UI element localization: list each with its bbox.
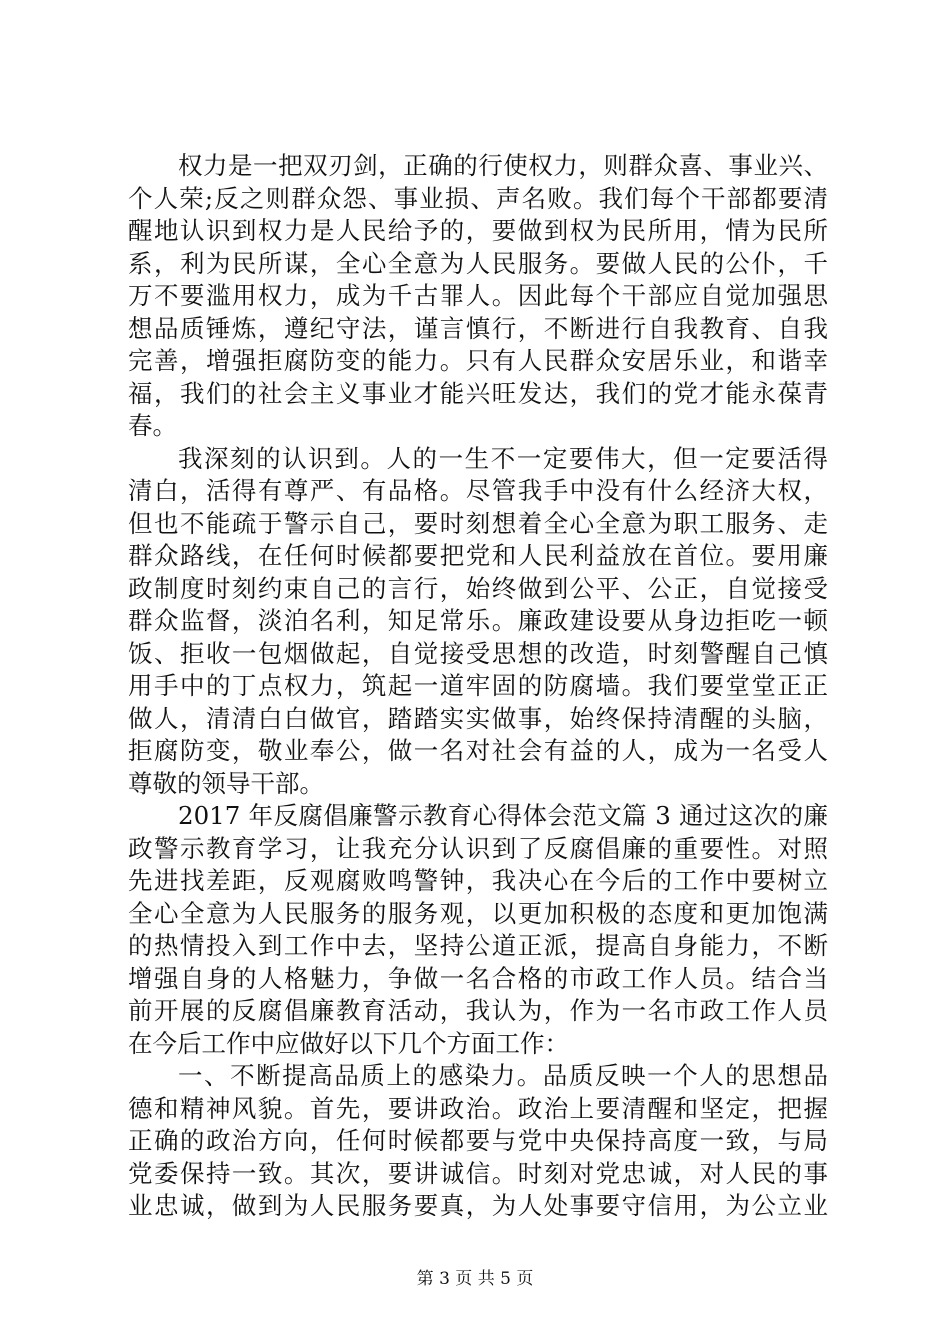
text-line: 醒地认识到权力是人民给予的，要做到权为民所用，情为民所 [128, 216, 828, 245]
paragraph-power [128, 150, 828, 443]
paragraph-realization [128, 443, 828, 801]
document-body [128, 150, 828, 1223]
text-line: 的热情投入到工作中去，坚持公道正派，提高自身能力，不断 [128, 931, 828, 960]
text-line: 增强自身的人格魅力，争做一名合格的市政工作人员。结合当 [128, 963, 828, 993]
text-line: 先进找差距，反观腐败鸣警钟，我决心在今后的工作中要树立 [128, 866, 828, 895]
text-line: 个人荣;反之则群众怨、事业损、声名败。我们每个干部都要清 [128, 183, 828, 213]
text-line: 万不要滥用权力，成为千古罪人。因此每个干部应自觉加强思 [128, 281, 828, 310]
text-line: 政制度时刻约束自己的言行，始终做到公平、公正，自觉接受 [128, 573, 828, 603]
text-line: 尊敬的领导干部。 [128, 768, 324, 798]
text-line: 想品质锤炼，遵纪守法，谨言慎行，不断进行自我教育、自我 [128, 313, 828, 343]
text-line: 做人，清清白白做官，踏踏实实做事，始终保持清醒的头脑， [128, 703, 828, 733]
text-line: 饭、拒收一包烟做起，自觉接受思想的改造，时刻警醒自己慎 [128, 638, 828, 668]
text-line: 福，我们的社会主义事业才能兴旺发达，我们的党才能永葆青 [128, 378, 828, 408]
text-line: 清白，活得有尊严、有品格。尽管我手中没有什么经济大权， [128, 476, 828, 505]
paragraph-point-one [128, 1060, 828, 1223]
page-number-footer: 第 3 页 共 5 页 [416, 1269, 534, 1289]
text-line: 德和精神风貌。首先，要讲政治。政治上要清醒和坚定，把握 [128, 1093, 828, 1123]
text-line: 2017 年反腐倡廉警示教育心得体会范文篇 3 通过这次的廉 [178, 801, 828, 830]
text-line: 但也不能疏于警示自己，要时刻想着全心全意为职工服务、走 [128, 508, 828, 538]
text-line: 拒腐防变，敬业奉公，做一名对社会有益的人，成为一名受人 [128, 736, 828, 765]
text-line: 业忠诚，做到为人民服务要真，为人处事要守信用，为公立业 [128, 1191, 828, 1220]
text-line: 前开展的反腐倡廉教育活动，我认为，作为一名市政工作人员 [128, 996, 828, 1025]
text-line: 正确的政治方向，任何时候都要与党中央保持高度一致，与局 [128, 1126, 828, 1155]
text-line: 群众监督，淡泊名利，知足常乐。廉政建设要从身边拒吃一顿 [128, 606, 828, 635]
text-line: 一、不断提高品质上的感染力。品质反映一个人的思想品 [178, 1061, 828, 1090]
text-line: 群众路线，在任何时候都要把党和人民利益放在首位。要用廉 [128, 541, 828, 570]
text-line: 权力是一把双刃剑，正确的行使权力，则群众喜、事业兴、 [178, 151, 828, 180]
text-line: 用手中的丁点权力，筑起一道牢固的防腐墙。我们要堂堂正正 [128, 671, 828, 700]
text-line: 党委保持一致。其次，要讲诚信。时刻对党忠诚，对人民的事 [128, 1158, 828, 1188]
text-line: 全心全意为人民服务的服务观，以更加积极的态度和更加饱满 [128, 898, 828, 928]
text-line: 系，利为民所谋，全心全意为人民服务。要做人民的公仆，千 [128, 248, 828, 278]
text-line: 完善，增强拒腐防变的能力。只有人民群众安居乐业，和谐幸 [128, 346, 828, 375]
text-line: 春。 [128, 411, 177, 440]
text-line: 在今后工作中应做好以下几个方面工作： [128, 1028, 569, 1058]
text-line: 我深刻的认识到。人的一生不一定要伟大，但一定要活得 [178, 443, 828, 473]
text-line: 政警示教育学习，让我充分认识到了反腐倡廉的重要性。对照 [128, 833, 828, 863]
paragraph-essay-3 [128, 800, 828, 1060]
